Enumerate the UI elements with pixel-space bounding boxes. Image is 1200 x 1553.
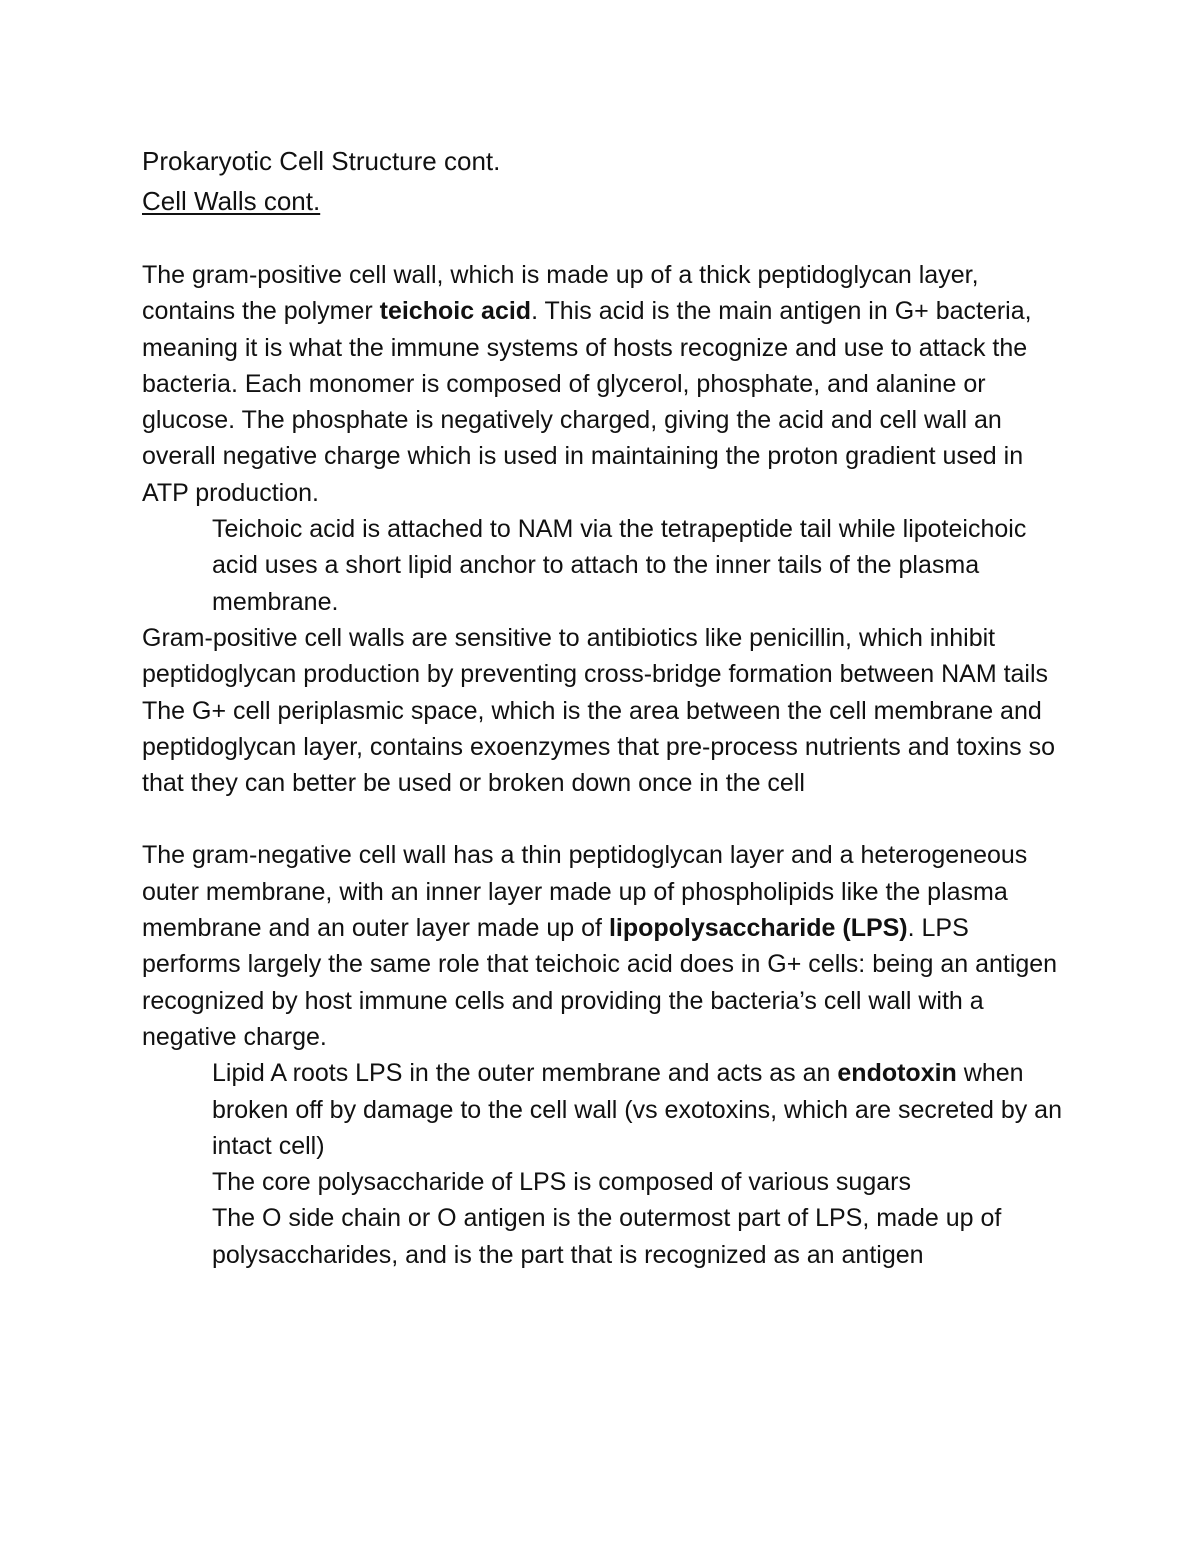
lipid-a-text-a: Lipid A roots LPS in the outer membrane and acts as an — [212, 1059, 838, 1088]
lipid-a-paragraph — [142, 1055, 1072, 1164]
teichoic-attachment-paragraph: Teichoic acid is attached to NAM via the tetrapeptide tail while lipoteichoic acid uses a short lipid anchor to attach to the inner tails of the plasma membrane. — [212, 515, 1027, 616]
penicillin-paragraph: Gram-positive cell walls are sensitive to antibiotics like penicillin, which inhibit peptidoglycan production by preventing cross-bridge formation between NAM tails — [142, 623, 1049, 689]
endotoxin-term: endotoxin — [837, 1059, 957, 1088]
page-title: Prokaryotic Cell Structure cont. — [142, 146, 501, 176]
blank-line — [142, 221, 1072, 257]
core-polysaccharide-paragraph: The core polysaccharide of LPS is composed of various sugars — [212, 1168, 911, 1197]
gram-positive-text-b: . This acid is the main antigen in G+ bacteria, meaning it is what the immune systems of hosts recognize and use to attack the bacteria. Each monomer is composed of glycerol, phosphate, and alanine or glucose. The phosphate is negatively charged, giving the acid and cell wall an overall negative charge which is used in maintaining the proton gradient used in ATP production. — [142, 297, 1032, 507]
gram-positive-paragraph — [142, 257, 1072, 511]
teichoic-acid-term: teichoic acid — [379, 297, 532, 326]
gram-negative-paragraph — [142, 837, 1072, 1055]
gram-negative-text-a: The gram-negative cell wall has a thin peptidoglycan layer and a heterogeneous outer membrane, with an inner layer made up of phospholipids like the plasma membrane and an outer layer made up of — [142, 841, 1028, 943]
lipid-a-text-b: when broken off by damage to the cell wall (vs exotoxins, which are secreted by an intact cell) — [212, 1059, 1062, 1160]
document-body — [142, 141, 1072, 1273]
blank-line — [142, 801, 1072, 837]
gram-negative-text-b: . LPS performs largely the same role that teichoic acid does in G+ cells: being an antigen recognized by host immune cells and providing the bacteria’s cell wall with a negative charge. — [142, 914, 1058, 1051]
lps-term: lipopolysaccharide (LPS) — [608, 914, 908, 943]
section-title: Cell Walls cont. — [142, 186, 321, 216]
o-antigen-paragraph: The O side chain or O antigen is the outermost part of LPS, made up of polysaccharides, and is the part that is recognized as an antigen — [212, 1204, 1002, 1269]
gram-positive-text-a: The gram-positive cell wall, which is made up of a thick peptidoglycan layer, contains the polymer — [142, 261, 979, 326]
periplasmic-space-paragraph: The G+ cell periplasmic space, which is the area between the cell membrane and peptidoglycan layer, contains exoenzymes that pre-process nutrients and toxins so that they can better be used or broken down once in the cell — [142, 696, 1056, 798]
